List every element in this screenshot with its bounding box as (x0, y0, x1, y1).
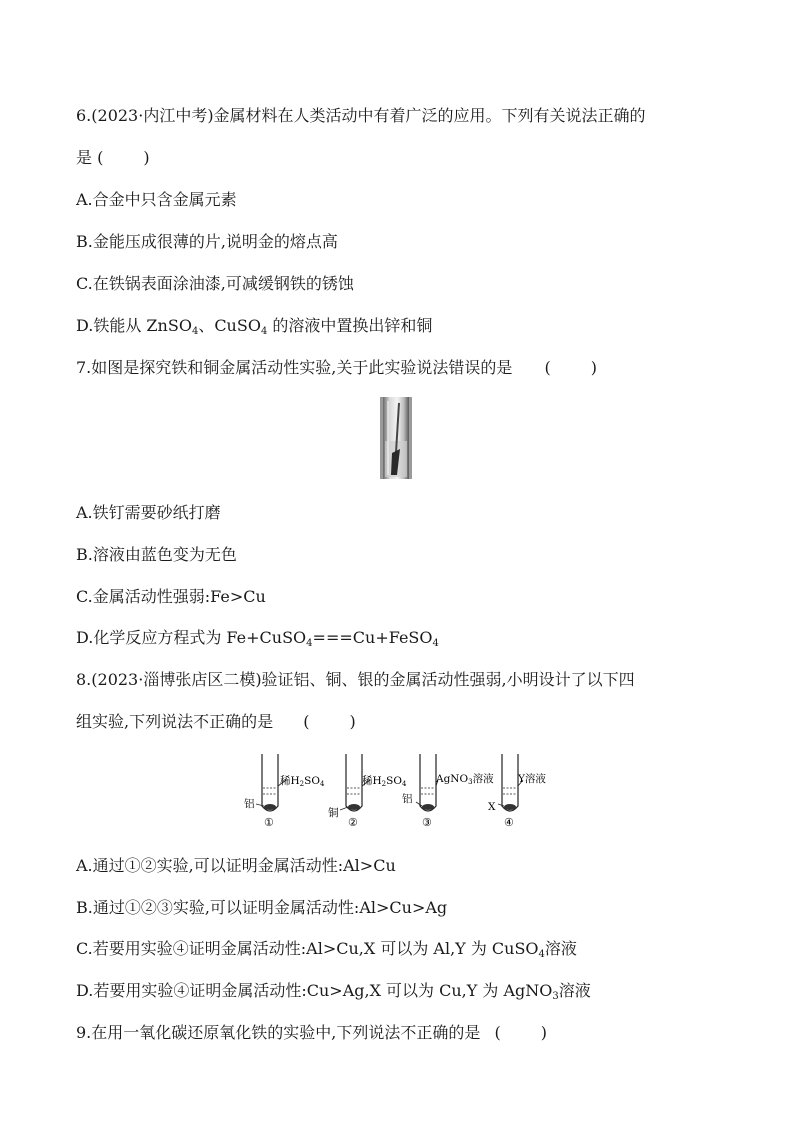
q8-option-d (76, 981, 591, 1001)
q8-option-c (76, 939, 577, 959)
q6-stem-end: 是 (76, 148, 93, 167)
q8-option-c-part1: C.若要用实验④证明金属活动性:Al>Cu,X 可以为 Al,Y 为 CuSO (76, 939, 539, 958)
q8-tube-4 (488, 754, 546, 829)
q8-option-c-sub: 4 (538, 949, 545, 960)
q8-tube-2-number: ② (348, 816, 358, 829)
q7-answer-paren-close: ) (590, 358, 598, 377)
q6-option-a: A.合金中只含金属元素 (76, 190, 237, 209)
q7-option-d-sub2: 4 (432, 638, 439, 649)
q8-option-d-part1: D.若要用实验④证明金属活动性:Cu>Ag,X 可以为 Cu,Y 为 AgNO (76, 981, 553, 1000)
q6-stem-line1: 6.(2023·内江中考)金属材料在人类活动中有着广泛的应用。下列有关说法正确的 (76, 106, 646, 125)
metal-piece-icon (422, 804, 434, 810)
q7-option-c: C.金属活动性强弱:Fe>Cu (76, 587, 266, 606)
q8-tube-3-metal: 铝 (402, 793, 413, 805)
q8-tube-1 (244, 754, 325, 829)
q6-answer-paren-open: ( (97, 148, 104, 167)
q8-tubes-diagram (240, 750, 560, 832)
q6-option-c: C.在铁锅表面涂油漆,可减缓钢铁的锈蚀 (76, 274, 354, 293)
q8-tube-1-number: ① (264, 816, 274, 829)
q8-option-c-part2: 溶液 (544, 939, 577, 958)
q7-option-d-sub1: 4 (306, 638, 313, 649)
q7-stem-text: 7.如图是探究铁和铜金属活动性实验,关于此实验说法错误的是 (76, 358, 513, 377)
q6-option-d-part2: 、CuSO (198, 316, 261, 335)
q8-tube-2-solution: 稀H2SO4 (362, 775, 407, 788)
q7-option-d-part2: ===Cu+FeSO (312, 628, 433, 647)
q7-option-b: B.溶液由蓝色变为无色 (76, 545, 237, 564)
q7-stem (76, 358, 597, 378)
q6-option-d-sub2: 4 (260, 326, 268, 337)
q6-stem-line2 (76, 148, 150, 168)
metal-piece-icon (264, 804, 276, 810)
q8-tube-1-metal: 铝 (244, 798, 255, 810)
q8-option-d-part2: 溶液 (558, 981, 591, 1000)
q8-option-d-sub: 3 (552, 991, 559, 1002)
q7-option-a: A.铁钉需要砂纸打磨 (76, 503, 221, 522)
metal-piece-icon (348, 804, 360, 810)
q8-tube-3-solution: AgNO3溶液 (436, 773, 494, 786)
q9-stem-text: 9.在用一氧化碳还原氧化铁的实验中,下列说法不正确的是 (76, 1023, 481, 1042)
q9-answer-paren-open: ( (494, 1023, 501, 1042)
q7-answer-paren-open: ( (544, 358, 551, 377)
q6-option-d (76, 316, 432, 336)
q8-tube-4-solution: Y溶液 (518, 773, 546, 785)
q9-answer-paren-close: ) (540, 1023, 548, 1042)
q8-stem-line2 (76, 712, 356, 732)
q6-option-b: B.金能压成很薄的片,说明金的熔点高 (76, 232, 338, 251)
q8-tube-2 (328, 754, 407, 829)
q6-answer-paren-close: ) (143, 148, 150, 167)
q8-tube-4-number: ④ (504, 816, 514, 829)
q7-option-d (76, 628, 439, 648)
q8-tube-3-number: ③ (422, 816, 432, 829)
q8-tube-3 (402, 754, 494, 829)
q6-option-d-part3: 的溶液中置换出锌和铜 (267, 316, 433, 335)
q6-option-d-sub1: 4 (191, 326, 199, 337)
q6-option-d-part1: D.铁能从 ZnSO (76, 316, 192, 335)
q9-stem (76, 1023, 547, 1043)
metal-piece-icon (504, 804, 516, 810)
q8-stem-line2-text: 组实验,下列说法不正确的是 (76, 712, 274, 731)
q8-option-b: B.通过①②③实验,可以证明金属活动性:Al>Cu>Ag (76, 898, 448, 917)
q8-tube-4-metal: X (488, 801, 496, 813)
q8-answer-paren-close: ) (349, 712, 356, 731)
q7-option-d-part1: D.化学反应方程式为 Fe+CuSO (76, 628, 307, 647)
q8-option-a: A.通过①②实验,可以证明金属活动性:Al>Cu (76, 856, 396, 875)
q7-test-tube-photo (380, 397, 412, 479)
q8-tube-2-metal: 铜 (328, 807, 339, 819)
q8-stem-line1: 8.(2023·淄博张店区二模)验证铝、铜、银的金属活动性强弱,小明设计了以下四 (76, 670, 635, 689)
q8-answer-paren-open: ( (303, 712, 310, 731)
q8-tube-1-solution: 稀H2SO4 (280, 775, 325, 788)
